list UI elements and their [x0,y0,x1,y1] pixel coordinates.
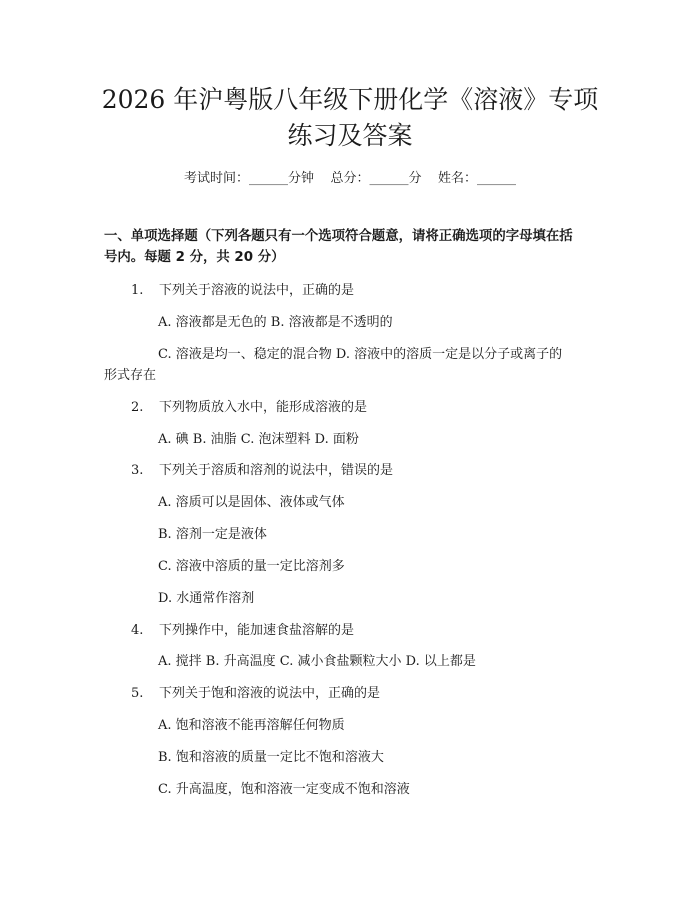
question-number: 5. [131,686,144,701]
document-title-line1: 2026 年沪粤版八年级下册化学《溶液》专项 [101,85,599,114]
question-4-options: A. 搅拌 B. 升高温度 C. 减小食盐颗粒大小 D. 以上都是 [158,654,476,669]
question-1-options-continuation: 形式存在 [104,368,157,383]
question-3 [131,462,393,480]
question-3-option-a: A. 溶质可以是固体、液体或气体 [158,495,345,510]
exam-info-line: 考试时间：______分钟 总分：______分 姓名：______ [183,171,517,186]
question-1-options-line2: C. 溶液是均一、稳定的混合物 D. 溶液中的溶质一定是以分子或离子的 [158,347,563,362]
question-stem: 下列操作中，能加速食盐溶解的是 [159,623,355,638]
question-number: 4. [131,623,144,638]
question-number: 2. [131,400,144,415]
question-4 [131,622,354,640]
question-1 [131,282,354,300]
question-3-option-d: D. 水通常作溶剂 [158,591,255,606]
section-heading-line2: 号内。每题 2 分，共 20 分） [104,250,285,265]
question-stem: 下列关于溶液的说法中，正确的是 [159,283,355,298]
question-5-option-c: C. 升高温度，饱和溶液一定变成不饱和溶液 [158,782,410,797]
question-2 [131,399,367,417]
question-number: 1. [131,283,144,298]
question-3-option-c: C. 溶液中溶质的量一定比溶剂多 [158,559,345,574]
document-title-line2: 练习及答案 [287,121,413,150]
question-5-option-a: A. 饱和溶液不能再溶解任何物质 [158,718,345,733]
question-number: 3. [131,463,144,478]
question-5 [131,685,380,703]
question-2-options: A. 碘 B. 油脂 C. 泡沫塑料 D. 面粉 [158,432,359,447]
section-heading-line1: 一、单项选择题（下列各题只有一个选项符合题意，请将正确选项的字母填在括 [104,229,573,244]
question-5-option-b: B. 饱和溶液的质量一定比不饱和溶液大 [158,750,384,765]
question-stem: 下列关于饱和溶液的说法中，正确的是 [159,686,381,701]
question-3-option-b: B. 溶剂一定是液体 [158,527,267,542]
question-stem: 下列物质放入水中，能形成溶液的是 [159,400,368,415]
question-stem: 下列关于溶质和溶剂的说法中，错误的是 [159,463,394,478]
question-1-options-line1: A. 溶液都是无色的 B. 溶液都是不透明的 [158,315,393,330]
